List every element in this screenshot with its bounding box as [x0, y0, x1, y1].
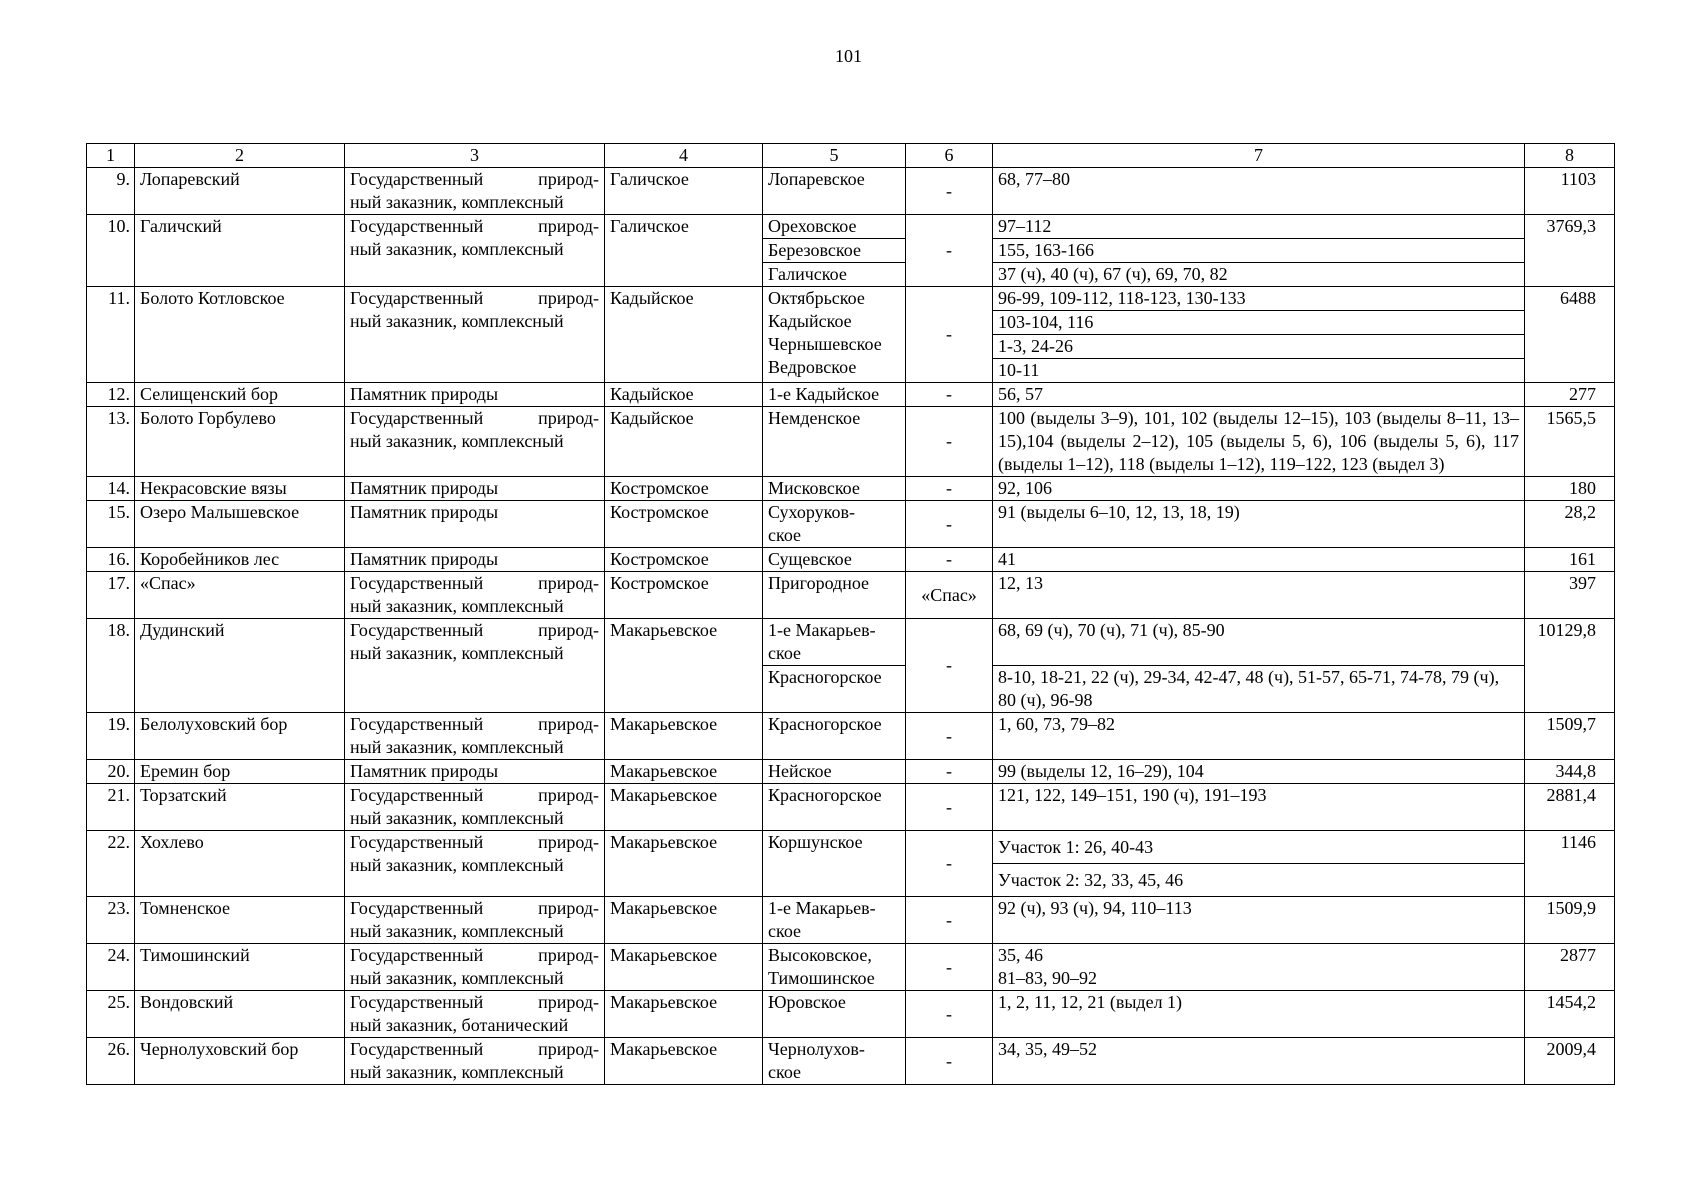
area-name-cell: Чернолуховский бор: [135, 1038, 345, 1085]
quarters-cell: [993, 501, 1525, 548]
column-6-cell: -: [906, 383, 993, 407]
quarters-line: 35, 46: [998, 945, 1043, 965]
quarters-line: 68, 69 (ч), 70 (ч), 71 (ч), 85-90: [998, 620, 1225, 640]
table-row: [87, 572, 1615, 619]
quarters-cell: [993, 713, 1525, 760]
forestry-cell: [763, 572, 906, 619]
category-cell: [345, 991, 605, 1038]
category-line: Государственный природ-: [350, 898, 599, 918]
forestry-line: Березовское: [763, 238, 905, 262]
area-name-cell: Хохлево: [135, 831, 345, 897]
category-line: Государственный природ-: [350, 216, 599, 236]
column-6-cell: -: [906, 287, 993, 383]
category-cell: [345, 168, 605, 215]
area-name-cell: Коробейников лес: [135, 548, 345, 572]
header-cell: 7: [993, 144, 1525, 168]
quarters-cell: [993, 215, 1525, 287]
quarters-cell: [993, 760, 1525, 784]
category-line: Государственный природ-: [350, 1039, 599, 1059]
forestry-cell: [763, 1038, 906, 1085]
table-row: [87, 548, 1615, 572]
area-name-cell: Вондовский: [135, 991, 345, 1038]
forestry-cell: [763, 215, 906, 287]
area-hectares-cell: 2009,4: [1525, 1038, 1615, 1085]
area-name-cell: Галичский: [135, 215, 345, 287]
table-row: [87, 619, 1615, 713]
forestry-cell: [763, 383, 906, 407]
category-line: Государственный природ-: [350, 620, 599, 640]
column-6-cell: -: [906, 501, 993, 548]
category-line: ный заказник, комплексный: [350, 1062, 564, 1082]
quarters-cell: [993, 1038, 1525, 1085]
header-cell: 5: [763, 144, 906, 168]
forestry-line: Мисковское: [768, 478, 860, 498]
area-hectares-cell: 2881,4: [1525, 784, 1615, 831]
column-6-cell: -: [906, 831, 993, 897]
quarters-line: 56, 57: [998, 384, 1043, 404]
column-6-cell: -: [906, 944, 993, 991]
quarters-cell: [993, 897, 1525, 944]
district-cell: Макарьевское: [605, 760, 763, 784]
area-hectares-cell: 344,8: [1525, 760, 1615, 784]
table-row: [87, 991, 1615, 1038]
category-line: Памятник природы: [350, 761, 499, 781]
category-line: ный заказник, комплексный: [350, 643, 564, 663]
table-row: [87, 287, 1615, 383]
area-name-cell: Некрасовские вязы: [135, 477, 345, 501]
area-name-cell: Болото Горбулево: [135, 407, 345, 477]
protected-areas-table: [86, 143, 1615, 1085]
quarters-line: Участок 1: 26, 40-43: [998, 837, 1154, 857]
quarters-cell: [993, 619, 1525, 713]
row-number-cell: 9.: [87, 168, 135, 215]
area-hectares-cell: 1146: [1525, 831, 1615, 897]
forestry-line: Лопаревское: [768, 169, 865, 189]
district-cell: Галичское: [605, 215, 763, 287]
category-cell: [345, 944, 605, 991]
column-6-cell: -: [906, 477, 993, 501]
category-cell: [345, 407, 605, 477]
category-cell: [345, 501, 605, 548]
category-cell: [345, 383, 605, 407]
row-number-cell: 14.: [87, 477, 135, 501]
forestry-line: Сухоруков-: [768, 502, 855, 522]
area-name-cell: Белолуховский бор: [135, 713, 345, 760]
header-cell: 3: [345, 144, 605, 168]
area-hectares-cell: 161: [1525, 548, 1615, 572]
row-number-cell: 16.: [87, 548, 135, 572]
forestry-cell: [763, 991, 906, 1038]
quarters-line: 12, 13: [998, 573, 1043, 593]
quarters-cell: [993, 784, 1525, 831]
header-cell: 8: [1525, 144, 1615, 168]
forestry-cell: [763, 784, 906, 831]
row-number-cell: 21.: [87, 784, 135, 831]
header-row: [87, 144, 1615, 168]
district-cell: Макарьевское: [605, 831, 763, 897]
quarters-cell: [993, 168, 1525, 215]
table-row: [87, 831, 1615, 897]
forestry-line: Чернолухов-: [768, 1039, 865, 1059]
column-6-cell: -: [906, 760, 993, 784]
category-line: ный заказник, комплексный: [350, 921, 564, 941]
forestry-cell: [763, 287, 906, 383]
table-row: [87, 477, 1615, 501]
column-6-cell: -: [906, 991, 993, 1038]
category-line: Государственный природ-: [350, 714, 599, 734]
quarters-line: 91 (выделы 6–10, 12, 13, 18, 19): [998, 502, 1240, 522]
district-cell: Костромское: [605, 572, 763, 619]
category-line: ный заказник, комплексный: [350, 968, 564, 988]
row-number-cell: 15.: [87, 501, 135, 548]
column-6-cell: -: [906, 215, 993, 287]
area-hectares-cell: 1509,7: [1525, 713, 1615, 760]
category-cell: [345, 713, 605, 760]
table-row: [87, 944, 1615, 991]
header-cell: 2: [135, 144, 345, 168]
forestry-line: Красногорское: [768, 785, 882, 805]
category-line: ный заказник, комплексный: [350, 311, 564, 331]
forestry-cell: [763, 897, 906, 944]
forestry-line: Пригородное: [768, 573, 870, 593]
page-number: 101: [835, 46, 862, 66]
column-6-cell: -: [906, 897, 993, 944]
forestry-line: Красногорское: [763, 665, 905, 689]
quarters-line: 8-10, 18-21, 22 (ч), 29-34, 42-47, 48 (ч), 51-57, 65-71, 74-78, 79 (ч), 80 (ч), 96-98: [993, 665, 1524, 712]
row-number-cell: 17.: [87, 572, 135, 619]
quarters-line: 1, 60, 73, 79–82: [998, 714, 1115, 734]
area-hectares-cell: 28,2: [1525, 501, 1615, 548]
forestry-line: Нейское: [768, 761, 832, 781]
area-name-cell: Еремин бор: [135, 760, 345, 784]
quarters-line: 10-11: [993, 358, 1524, 382]
forestry-line: Кадыйское: [768, 311, 852, 331]
category-cell: [345, 831, 605, 897]
forestry-line: Ведровское: [768, 357, 857, 377]
district-cell: Кадыйское: [605, 383, 763, 407]
area-hectares-cell: 6488: [1525, 287, 1615, 383]
forestry-line: ское: [768, 921, 802, 941]
quarters-cell: [993, 548, 1525, 572]
area-name-cell: Томненское: [135, 897, 345, 944]
quarters-cell: [993, 991, 1525, 1038]
district-cell: Макарьевское: [605, 944, 763, 991]
district-cell: Макарьевское: [605, 897, 763, 944]
category-line: Памятник природы: [350, 549, 499, 569]
row-number-cell: 22.: [87, 831, 135, 897]
quarters-line: 96-99, 109-112, 118-123, 130-133: [998, 288, 1246, 308]
forestry-line: ское: [768, 525, 802, 545]
row-number-cell: 25.: [87, 991, 135, 1038]
category-line: Государственный природ-: [350, 288, 599, 308]
category-line: Памятник природы: [350, 384, 499, 404]
header-cell: 4: [605, 144, 763, 168]
forestry-cell: [763, 501, 906, 548]
district-cell: Костромское: [605, 477, 763, 501]
category-line: ный заказник, комплексный: [350, 737, 564, 757]
row-number-cell: 18.: [87, 619, 135, 713]
forestry-line: Октябрьское: [768, 288, 865, 308]
quarters-line: 155, 163-166: [993, 238, 1524, 262]
category-line: Государственный природ-: [350, 945, 599, 965]
quarters-line: Участок 2: 32, 33, 45, 46: [993, 863, 1524, 896]
forestry-line: Юровское: [768, 992, 846, 1012]
category-line: Государственный природ-: [350, 408, 599, 428]
table-row: [87, 168, 1615, 215]
district-cell: Костромское: [605, 548, 763, 572]
area-name-cell: Селищенский бор: [135, 383, 345, 407]
category-cell: [345, 1038, 605, 1085]
column-6-cell: -: [906, 619, 993, 713]
table-row: [87, 407, 1615, 477]
category-line: Памятник природы: [350, 478, 499, 498]
category-line: Государственный природ-: [350, 785, 599, 805]
column-6-cell: «Спас»: [906, 572, 993, 619]
header-cell: 1: [87, 144, 135, 168]
quarters-line: 100 (выделы 3–9), 101, 102 (выделы 12–15), 103 (выделы 8–11, 13–15),104 (выделы 2–12), 105 (выделы 5, 6), 106 (выделы 5, 6), 117 (выделы 1–12), 118 (выделы 1–12), 119–122, 123 (выдел 3): [998, 408, 1519, 474]
area-name-cell: Болото Котловское: [135, 287, 345, 383]
table-row: [87, 760, 1615, 784]
forestry-line: Немденское: [768, 408, 861, 428]
area-hectares-cell: 1565,5: [1525, 407, 1615, 477]
quarters-line: 1-3, 24-26: [993, 334, 1524, 358]
category-line: ный заказник, комплексный: [350, 596, 564, 616]
row-number-cell: 26.: [87, 1038, 135, 1085]
quarters-line: 34, 35, 49–52: [998, 1039, 1097, 1059]
table-row: [87, 713, 1615, 760]
district-cell: Макарьевское: [605, 991, 763, 1038]
quarters-line: 121, 122, 149–151, 190 (ч), 191–193: [998, 785, 1267, 805]
area-hectares-cell: 277: [1525, 383, 1615, 407]
forestry-cell: [763, 407, 906, 477]
district-cell: Костромское: [605, 501, 763, 548]
area-name-cell: Озеро Малышевское: [135, 501, 345, 548]
district-cell: Макарьевское: [605, 1038, 763, 1085]
category-cell: [345, 215, 605, 287]
column-6-cell: -: [906, 713, 993, 760]
quarters-cell: [993, 477, 1525, 501]
column-6-cell: -: [906, 168, 993, 215]
forestry-line: Чернышевское: [768, 334, 882, 354]
forestry-line: Галичское: [763, 262, 905, 286]
forestry-cell: [763, 619, 906, 713]
forestry-cell: [763, 831, 906, 897]
row-number-cell: 20.: [87, 760, 135, 784]
category-cell: [345, 897, 605, 944]
forestry-cell: [763, 944, 906, 991]
category-line: Государственный природ-: [350, 992, 599, 1012]
area-name-cell: Тимошинский: [135, 944, 345, 991]
quarters-line: 68, 77–80: [998, 169, 1070, 189]
forestry-cell: [763, 168, 906, 215]
area-hectares-cell: 1103: [1525, 168, 1615, 215]
column-6-cell: -: [906, 548, 993, 572]
area-hectares-cell: 180: [1525, 477, 1615, 501]
forestry-line: ское: [768, 1062, 802, 1082]
quarters-line: 99 (выделы 12, 16–29), 104: [998, 761, 1204, 781]
quarters-line: 103-104, 116: [993, 310, 1524, 334]
forestry-line: Тимошинское: [768, 968, 875, 988]
area-name-cell: «Спас»: [135, 572, 345, 619]
table-row: [87, 784, 1615, 831]
forestry-line: Сущевское: [768, 549, 852, 569]
forestry-line: 1-е Макарьев-: [768, 898, 876, 918]
quarters-cell: [993, 831, 1525, 897]
table-row: [87, 215, 1615, 287]
category-line: ный заказник, ботанический: [350, 1015, 569, 1035]
row-number-cell: 12.: [87, 383, 135, 407]
area-name-cell: Дудинский: [135, 619, 345, 713]
column-6-cell: -: [906, 407, 993, 477]
quarters-line: 37 (ч), 40 (ч), 67 (ч), 69, 70, 82: [993, 262, 1524, 286]
forestry-cell: [763, 548, 906, 572]
area-hectares-cell: 1509,9: [1525, 897, 1615, 944]
quarters-line: 97–112: [998, 216, 1052, 236]
district-cell: Макарьевское: [605, 713, 763, 760]
area-name-cell: Лопаревский: [135, 168, 345, 215]
row-number-cell: 19.: [87, 713, 135, 760]
forestry-line: 1-е Кадыйское: [768, 384, 880, 404]
category-line: ный заказник, комплексный: [350, 855, 564, 875]
table-row: [87, 1038, 1615, 1085]
header-cell: 6: [906, 144, 993, 168]
quarters-line: 81–83, 90–92: [998, 968, 1097, 988]
quarters-cell: [993, 944, 1525, 991]
area-hectares-cell: 397: [1525, 572, 1615, 619]
district-cell: Макарьевское: [605, 619, 763, 713]
district-cell: Кадыйское: [605, 407, 763, 477]
category-cell: [345, 784, 605, 831]
table-row: [87, 383, 1615, 407]
district-cell: Кадыйское: [605, 287, 763, 383]
category-line: Государственный природ-: [350, 832, 599, 852]
district-cell: Галичское: [605, 168, 763, 215]
column-6-cell: -: [906, 1038, 993, 1085]
category-line: ный заказник, комплексный: [350, 192, 564, 212]
forestry-line: Высоковское,: [768, 945, 872, 965]
quarters-cell: [993, 572, 1525, 619]
forestry-line: 1-е Макарьев-ское: [768, 620, 876, 663]
category-cell: [345, 619, 605, 713]
table-row: [87, 897, 1615, 944]
quarters-line: 41: [998, 549, 1016, 569]
row-number-cell: 13.: [87, 407, 135, 477]
quarters-line: 92, 106: [998, 478, 1052, 498]
quarters-line: 92 (ч), 93 (ч), 94, 110–113: [998, 898, 1192, 918]
forestry-cell: [763, 713, 906, 760]
table-row: [87, 501, 1615, 548]
category-line: Памятник природы: [350, 502, 499, 522]
category-cell: [345, 287, 605, 383]
area-name-cell: Торзатский: [135, 784, 345, 831]
category-cell: [345, 760, 605, 784]
quarters-line: 1, 2, 11, 12, 21 (выдел 1): [998, 992, 1183, 1012]
area-hectares-cell: 10129,8: [1525, 619, 1615, 713]
forestry-cell: [763, 760, 906, 784]
area-hectares-cell: 1454,2: [1525, 991, 1615, 1038]
area-hectares-cell: 2877: [1525, 944, 1615, 991]
category-cell: [345, 572, 605, 619]
district-cell: Макарьевское: [605, 784, 763, 831]
category-line: Государственный природ-: [350, 169, 599, 189]
category-line: ный заказник, комплексный: [350, 808, 564, 828]
category-cell: [345, 477, 605, 501]
area-hectares-cell: 3769,3: [1525, 215, 1615, 287]
row-number-cell: 10.: [87, 215, 135, 287]
row-number-cell: 11.: [87, 287, 135, 383]
column-6-cell: -: [906, 784, 993, 831]
category-line: ный заказник, комплексный: [350, 431, 564, 451]
forestry-cell: [763, 477, 906, 501]
quarters-cell: [993, 407, 1525, 477]
row-number-cell: 23.: [87, 897, 135, 944]
row-number-cell: 24.: [87, 944, 135, 991]
quarters-cell: [993, 383, 1525, 407]
category-line: Государственный природ-: [350, 573, 599, 593]
forestry-line: Коршунское: [768, 832, 863, 852]
category-cell: [345, 548, 605, 572]
category-line: ный заказник, комплексный: [350, 239, 564, 259]
forestry-line: Красногорское: [768, 714, 882, 734]
quarters-cell: [993, 287, 1525, 383]
forestry-line: Ореховское: [768, 216, 857, 236]
